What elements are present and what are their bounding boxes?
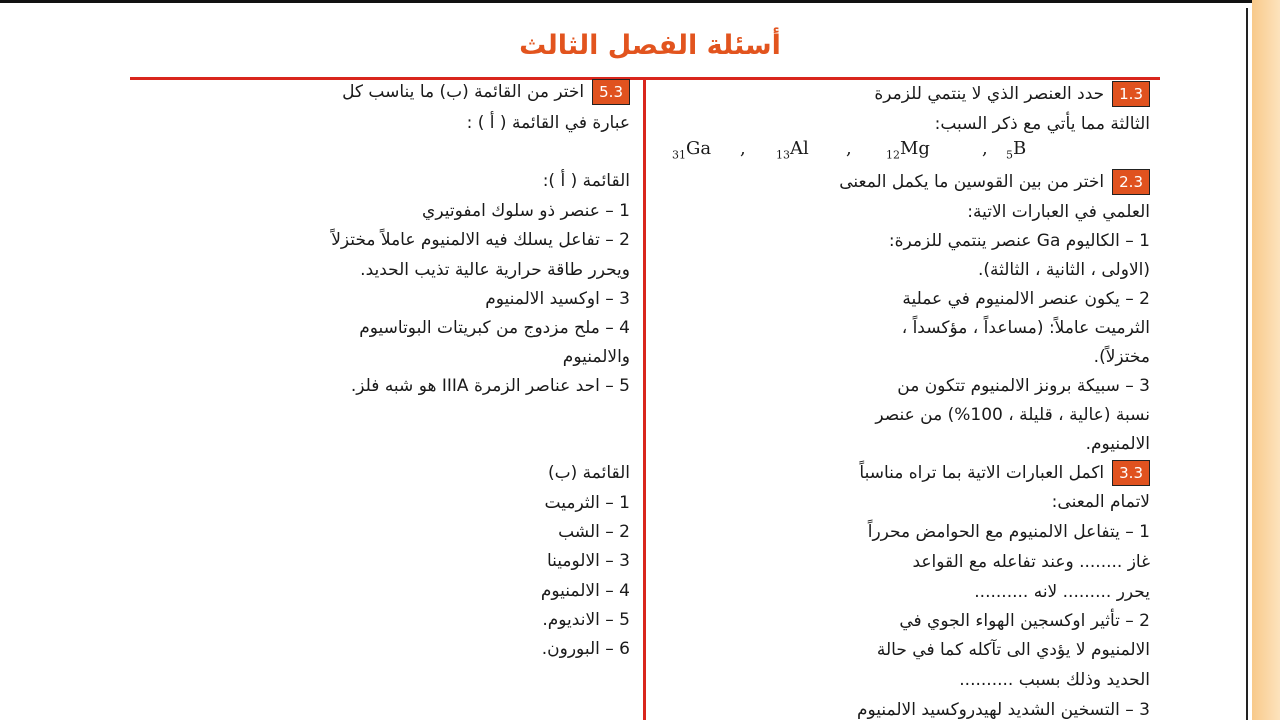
question-3-item-2-cont: الالمنيوم لا يؤدي الى تآكله كما في حالة xyxy=(876,640,1150,660)
element-separator: , xyxy=(846,138,852,159)
question-text: اختر من بين القوسين ما يكمل المعنى xyxy=(839,172,1105,192)
question-2-item-3-cont: نسبة (عالية ، قليلة ، 100%) من عنصر xyxy=(875,405,1150,425)
list-a-item-4: 4 – ملح مزدوج من كبريتات البوتاسيوم xyxy=(359,318,630,338)
element-ga: $_{31}$Ga xyxy=(672,138,712,162)
question-1-line1 xyxy=(660,80,1150,108)
list-a-item-4-cont: والالمنيوم xyxy=(562,347,630,367)
list-b-header: القائمة (ب) xyxy=(547,463,630,483)
question-2-item-1: 1 – الكاليوم Ga عنصر ينتمي للزمرة: xyxy=(888,231,1150,251)
question-3-item-1-cont: غاز ........ وعند تفاعله مع القواعد xyxy=(912,552,1150,572)
question-3-item-1: 1 – يتفاعل الالمنيوم مع الحوامض محرراً xyxy=(867,522,1150,542)
question-3-line1 xyxy=(660,459,1150,487)
question-3-item-2-cont: الحديد وذلك بسبب .......... xyxy=(959,670,1150,690)
list-a-item-3: 3 – اوكسيد الالمنيوم xyxy=(485,289,630,309)
question-3-line2: لاتمام المعنى: xyxy=(1051,492,1150,512)
list-b-item: 2 – الشب xyxy=(558,522,630,542)
question-2-item-2-cont: مختزلاً). xyxy=(1093,347,1150,367)
element-b: $_5$B xyxy=(1006,138,1027,162)
list-b-item: 6 – البورون. xyxy=(541,639,630,659)
list-a-item-5: 5 – احد عناصر الزمرة IIIA هو شبه فلز. xyxy=(350,376,630,396)
list-a-item-1: 1 – عنصر ذو سلوك امفوتيري xyxy=(422,201,630,221)
question-text: حدد العنصر الذي لا ينتمي للزمرة xyxy=(874,84,1105,104)
list-b-item: 4 – الالمنيوم xyxy=(540,581,630,601)
element-al: $_{13}$Al xyxy=(776,138,809,162)
question-2-item-3-cont: الالمنيوم. xyxy=(1085,434,1150,454)
question-2-item-2: 2 – يكون عنصر الالمنيوم في عملية xyxy=(902,289,1150,309)
page-side-band xyxy=(1252,0,1280,720)
question-2-item-2-cont: الثرميت عاملاً: (مساعداً ، مؤكسداً ، xyxy=(901,318,1150,338)
list-b-item: 5 – الانديوم. xyxy=(542,610,630,630)
question-2-line2: العلمي في العبارات الاتية: xyxy=(967,202,1150,222)
top-border xyxy=(0,0,1280,3)
column-divider xyxy=(643,77,646,720)
element-list xyxy=(668,138,1048,170)
question-number-badge: 5.3 xyxy=(592,79,630,105)
list-a-item-2-cont: ويحرر طاقة حرارية عالية تذيب الحديد. xyxy=(360,260,630,280)
question-2-item-1-options: (الاولى ، الثانية ، الثالثة). xyxy=(977,260,1150,280)
question-3-item-1-cont: يحرر ......... لانه .......... xyxy=(974,582,1150,602)
element-separator: , xyxy=(982,138,988,159)
question-3-item-3: 3 – التسخين الشديد لهيدروكسيد الالمنيوم xyxy=(856,700,1150,720)
question-5-line2: عبارة في القائمة ( أ ) : xyxy=(466,113,630,133)
question-text: اختر من القائمة (ب) ما يناسب كل xyxy=(342,82,585,102)
question-2-item-3: 3 – سبيكة برونز الالمنيوم تتكون من xyxy=(897,376,1150,396)
question-5-line1 xyxy=(150,78,630,106)
list-a-item-2: 2 – تفاعل يسلك فيه الالمنيوم عاملاً مختزلاً xyxy=(331,230,630,250)
question-1-line2: الثالثة مما يأتي مع ذكر السبب: xyxy=(934,114,1150,134)
question-number-badge: 3.3 xyxy=(1112,460,1150,486)
question-text: اكمل العبارات الاتية بما تراه مناسباً xyxy=(859,463,1105,483)
question-3-item-2: 2 – تأثير اوكسجين الهواء الجوي في xyxy=(899,611,1150,631)
page-edge-line xyxy=(1246,8,1248,720)
element-mg: $_{12}$Mg xyxy=(886,138,930,162)
question-2-line1 xyxy=(660,168,1150,196)
question-number-badge: 1.3 xyxy=(1112,81,1150,107)
page-title: أسئلة الفصل الثالث xyxy=(519,30,781,61)
element-separator: , xyxy=(740,138,746,159)
list-b-item: 3 – الالومينا xyxy=(546,551,630,571)
list-b-item: 1 – الثرميت xyxy=(544,493,630,513)
list-a-header: القائمة ( أ ): xyxy=(542,171,630,191)
question-number-badge: 2.3 xyxy=(1112,169,1150,195)
